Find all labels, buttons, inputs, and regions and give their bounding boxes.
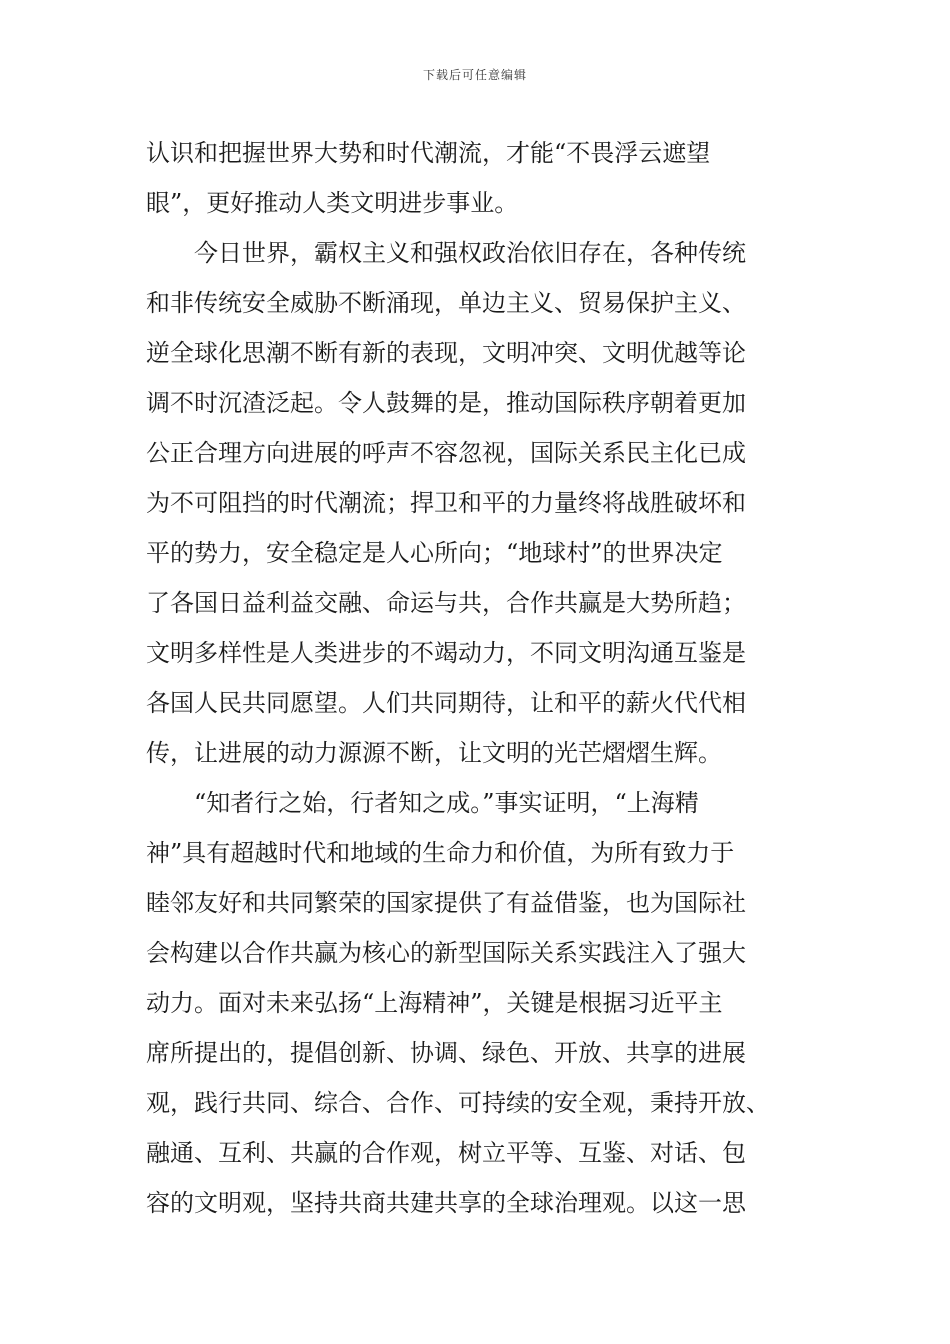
- text-line: 认识和把握世界大势和时代潮流，才能“不畏浮云遮望: [146, 139, 711, 167]
- text-line: 会构建以合作共赢为核心的新型国际关系实践注入了强大: [146, 939, 746, 967]
- text-line: 逆全球化思潮不断有新的表现，文明冲突、文明优越等论: [146, 339, 746, 367]
- text-line: 传，让进展的动力源源不断，让文明的光芒熠熠生辉。: [146, 739, 722, 767]
- text-line: 为不可阻挡的时代潮流；捍卫和平的力量终将战胜破坏和: [146, 489, 746, 517]
- text-line: 文明多样性是人类进步的不竭动力，不同文明沟通互鉴是: [146, 639, 746, 667]
- document-body: [146, 128, 806, 1228]
- text-line: 容的文明观，坚持共商共建共享的全球治理观。以这一思: [146, 1189, 746, 1217]
- text-line: 了各国日益利益交融、命运与共，合作共赢是大势所趋；: [146, 589, 746, 617]
- text-line: 今日世界，霸权主义和强权政治依旧存在，各种传统: [194, 239, 746, 267]
- text-line: 眼”，更好推动人类文明进步事业。: [146, 189, 519, 217]
- text-line: 公正合理方向进展的呼声不容忽视，国际关系民主化已成: [146, 439, 746, 467]
- text-line: 睦邻友好和共同繁荣的国家提供了有益借鉴，也为国际社: [146, 889, 746, 917]
- paragraph: [146, 778, 806, 1228]
- text-line: 融通、互利、共赢的合作观，树立平等、互鉴、对话、包: [146, 1139, 746, 1167]
- text-line: 和非传统安全威胁不断涌现，单边主义、贸易保护主义、: [146, 289, 746, 317]
- text-line: 平的势力，安全稳定是人心所向；“地球村”的世界决定: [146, 539, 723, 567]
- text-line: 观，践行共同、综合、合作、可持续的安全观，秉持开放、: [146, 1089, 770, 1117]
- text-line: 动力。面对未来弘扬“上海精神”，关键是根据习近平主: [146, 989, 723, 1017]
- text-line: 各国人民共同愿望。人们共同期待，让和平的薪火代代相: [146, 689, 746, 717]
- text-line: “知者行之始，行者知之成。”事实证明，“上海精: [194, 789, 699, 817]
- text-line: 神”具有超越时代和地域的生命力和价值，为所有致力于: [146, 839, 735, 867]
- paragraph: [146, 128, 806, 228]
- paragraph: [146, 228, 806, 778]
- text-line: 席所提出的，提倡创新、协调、绿色、开放、共享的进展: [146, 1039, 746, 1067]
- page-header: 下载后可任意编辑: [422, 68, 527, 82]
- text-line: 调不时沉渣泛起。令人鼓舞的是，推动国际秩序朝着更加: [146, 389, 746, 417]
